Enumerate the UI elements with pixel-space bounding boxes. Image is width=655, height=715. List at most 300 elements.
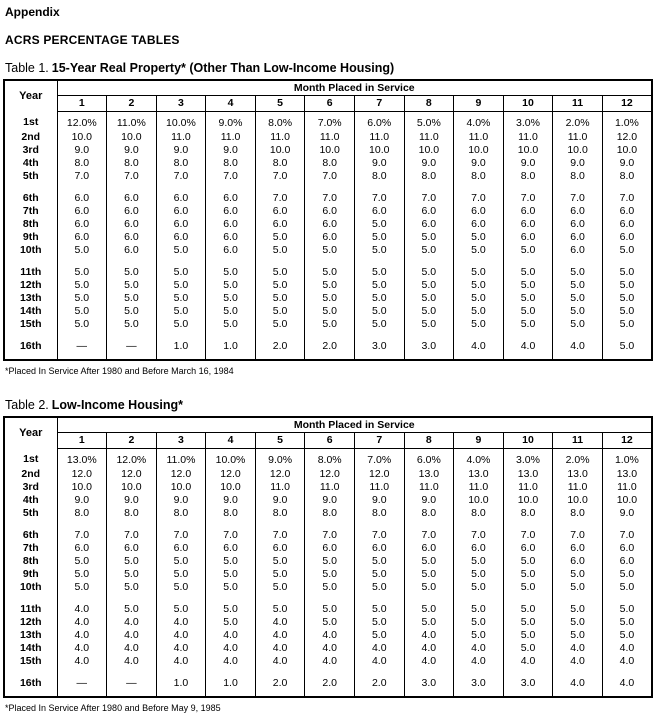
value-cell: 6.0 bbox=[354, 205, 404, 218]
value-cell: 4.0% bbox=[454, 449, 504, 469]
value-cell: 13.0 bbox=[553, 468, 603, 481]
value-cell: 4.0 bbox=[454, 642, 504, 655]
value-cell: 8.0 bbox=[206, 507, 256, 520]
value-cell: 5.0 bbox=[354, 568, 404, 581]
value-cell: 11.0 bbox=[553, 131, 603, 144]
value-cell: 9.0 bbox=[354, 494, 404, 507]
value-cell: 4.0 bbox=[404, 629, 454, 642]
table-row-year-9th bbox=[4, 568, 652, 581]
value-cell: 8.0% bbox=[305, 449, 355, 469]
month-number-row bbox=[4, 96, 652, 112]
value-cell: 2.0 bbox=[305, 677, 355, 690]
value-cell: 11.0 bbox=[354, 481, 404, 494]
value-cell: 10.0 bbox=[255, 144, 305, 157]
value-cell: 6.0 bbox=[305, 205, 355, 218]
year-cell: 11th bbox=[4, 266, 57, 279]
value-cell: 5.0 bbox=[107, 266, 157, 279]
group-spacer bbox=[4, 331, 652, 340]
value-cell: 8.0 bbox=[156, 157, 206, 170]
value-cell: 7.0 bbox=[107, 170, 157, 183]
group-spacer bbox=[4, 183, 652, 192]
value-cell: 10.0 bbox=[57, 131, 107, 144]
value-cell: 6.0 bbox=[206, 542, 256, 555]
month-2-header: 2 bbox=[107, 96, 157, 112]
year-column-header: Year bbox=[4, 80, 57, 112]
value-cell: 4.0 bbox=[57, 603, 107, 616]
value-cell: 6.0 bbox=[553, 231, 603, 244]
year-cell: 16th bbox=[4, 677, 57, 690]
value-cell: 5.0 bbox=[354, 279, 404, 292]
appendix-heading: Appendix bbox=[5, 5, 60, 19]
value-cell: 5.0 bbox=[404, 603, 454, 616]
acrs-table-15-year-real-property bbox=[3, 79, 653, 361]
value-cell: 6.0% bbox=[404, 449, 454, 469]
value-cell: 5.0 bbox=[255, 231, 305, 244]
value-cell: 9.0 bbox=[156, 144, 206, 157]
year-cell: 16th bbox=[4, 340, 57, 353]
value-cell: 5.0 bbox=[107, 305, 157, 318]
value-cell: 10.0% bbox=[156, 112, 206, 132]
table-row-year-14th bbox=[4, 305, 652, 318]
table-row-year-13th bbox=[4, 292, 652, 305]
year-cell: 5th bbox=[4, 507, 57, 520]
value-cell: 7.0 bbox=[354, 529, 404, 542]
value-cell: 6.0 bbox=[107, 192, 157, 205]
value-cell: 5.0 bbox=[57, 581, 107, 594]
value-cell: 5.0 bbox=[305, 266, 355, 279]
value-cell: 11.0 bbox=[255, 481, 305, 494]
value-cell: 5.0 bbox=[305, 279, 355, 292]
value-cell: 6.0 bbox=[57, 218, 107, 231]
value-cell: 11.0% bbox=[107, 112, 157, 132]
value-cell: 5.0 bbox=[107, 555, 157, 568]
value-cell: 9.0% bbox=[206, 112, 256, 132]
value-cell: 1.0 bbox=[156, 340, 206, 353]
value-cell: 10.0 bbox=[553, 144, 603, 157]
value-cell: 4.0 bbox=[206, 642, 256, 655]
value-cell: 6.0 bbox=[553, 205, 603, 218]
value-cell: 4.0 bbox=[107, 616, 157, 629]
value-cell: 5.0 bbox=[553, 616, 603, 629]
value-cell: 5.0 bbox=[305, 568, 355, 581]
value-cell: 5.0 bbox=[404, 318, 454, 331]
value-cell: 7.0 bbox=[553, 192, 603, 205]
month-2-header: 2 bbox=[107, 433, 157, 449]
value-cell: 6.0 bbox=[553, 555, 603, 568]
table-row-year-2nd bbox=[4, 131, 652, 144]
value-cell: 1.0% bbox=[602, 449, 652, 469]
value-cell: 5.0 bbox=[454, 292, 504, 305]
value-cell: 7.0 bbox=[454, 529, 504, 542]
value-cell: 6.0 bbox=[602, 218, 652, 231]
value-cell: 5.0 bbox=[503, 279, 553, 292]
value-cell: 13.0% bbox=[57, 449, 107, 469]
month-5-header: 5 bbox=[255, 96, 305, 112]
value-cell: 2.0 bbox=[305, 340, 355, 353]
value-cell: 4.0 bbox=[206, 655, 256, 668]
value-cell: 4.0 bbox=[602, 677, 652, 690]
value-cell: 5.0 bbox=[602, 279, 652, 292]
value-cell: 6.0 bbox=[156, 542, 206, 555]
value-cell: 7.0 bbox=[503, 192, 553, 205]
value-cell: 3.0% bbox=[503, 449, 553, 469]
value-cell: 5.0 bbox=[305, 292, 355, 305]
value-cell: 5.0 bbox=[503, 568, 553, 581]
month-9-header: 9 bbox=[454, 96, 504, 112]
value-cell: 5.0 bbox=[305, 603, 355, 616]
value-cell: 5.0 bbox=[404, 279, 454, 292]
value-cell: 8.0 bbox=[57, 157, 107, 170]
value-cell: 12.0 bbox=[206, 468, 256, 481]
value-cell: 4.0 bbox=[454, 655, 504, 668]
value-cell: 5.0 bbox=[602, 629, 652, 642]
month-1-header: 1 bbox=[57, 433, 107, 449]
value-cell: 5.0 bbox=[503, 266, 553, 279]
value-cell: 5.0 bbox=[57, 568, 107, 581]
value-cell: 5.0 bbox=[602, 603, 652, 616]
value-cell: 9.0 bbox=[57, 144, 107, 157]
value-cell: 6.0 bbox=[206, 205, 256, 218]
value-cell: 8.0 bbox=[57, 507, 107, 520]
value-cell: 11.0 bbox=[553, 481, 603, 494]
value-cell: 9.0 bbox=[404, 494, 454, 507]
value-cell: 10.0 bbox=[602, 494, 652, 507]
value-cell: 11.0 bbox=[305, 131, 355, 144]
value-cell: 6.0 bbox=[156, 218, 206, 231]
value-cell: 5.0 bbox=[602, 318, 652, 331]
value-cell: 6.0% bbox=[354, 112, 404, 132]
value-cell: 6.0 bbox=[57, 231, 107, 244]
value-cell: 2.0% bbox=[553, 112, 603, 132]
table-row-year-15th bbox=[4, 655, 652, 668]
value-cell: 6.0 bbox=[404, 542, 454, 555]
value-cell: 5.0 bbox=[156, 318, 206, 331]
value-cell: 8.0 bbox=[206, 157, 256, 170]
value-cell: 5.0 bbox=[602, 305, 652, 318]
value-cell: 7.0 bbox=[354, 192, 404, 205]
value-cell: 6.0 bbox=[206, 218, 256, 231]
value-cell: 11.0 bbox=[503, 481, 553, 494]
value-cell: 9.0 bbox=[503, 157, 553, 170]
value-cell: 3.0 bbox=[354, 340, 404, 353]
value-cell: 11.0 bbox=[454, 481, 504, 494]
value-cell: 4.0 bbox=[255, 629, 305, 642]
value-cell: 12.0 bbox=[156, 468, 206, 481]
value-cell: 5.0 bbox=[553, 292, 603, 305]
month-5-header: 5 bbox=[255, 433, 305, 449]
value-cell: 5.0 bbox=[404, 266, 454, 279]
value-cell: 5.0 bbox=[156, 244, 206, 257]
value-cell: 5.0 bbox=[503, 603, 553, 616]
table-row-year-8th bbox=[4, 218, 652, 231]
value-cell: — bbox=[57, 677, 107, 690]
value-cell: 4.0 bbox=[404, 655, 454, 668]
value-cell: 6.0 bbox=[255, 218, 305, 231]
value-cell: 5.0 bbox=[553, 581, 603, 594]
value-cell: 5.0 bbox=[354, 244, 404, 257]
month-6-header: 6 bbox=[305, 433, 355, 449]
value-cell: 2.0 bbox=[255, 340, 305, 353]
value-cell: 10.0 bbox=[602, 144, 652, 157]
value-cell: 5.0 bbox=[454, 266, 504, 279]
value-cell: 9.0 bbox=[305, 494, 355, 507]
value-cell: 9.0 bbox=[57, 494, 107, 507]
year-cell: 2nd bbox=[4, 468, 57, 481]
value-cell: 5.0 bbox=[454, 603, 504, 616]
value-cell: 4.0 bbox=[255, 642, 305, 655]
value-cell: 5.0 bbox=[602, 292, 652, 305]
table-row-year-14th bbox=[4, 642, 652, 655]
table-row-year-1st bbox=[4, 449, 652, 469]
table-row-year-5th bbox=[4, 170, 652, 183]
group-spacer bbox=[4, 594, 652, 603]
month-8-header: 8 bbox=[404, 96, 454, 112]
table-row-year-10th bbox=[4, 581, 652, 594]
value-cell: 7.0 bbox=[553, 529, 603, 542]
value-cell: 7.0% bbox=[354, 449, 404, 469]
month-1-header: 1 bbox=[57, 96, 107, 112]
value-cell: 9.0 bbox=[602, 157, 652, 170]
value-cell: 6.0 bbox=[255, 205, 305, 218]
year-cell: 13th bbox=[4, 629, 57, 642]
value-cell: 5.0 bbox=[602, 581, 652, 594]
year-cell: 4th bbox=[4, 494, 57, 507]
value-cell: 7.0 bbox=[156, 170, 206, 183]
value-cell: 5.0 bbox=[354, 616, 404, 629]
value-cell: 7.0 bbox=[255, 529, 305, 542]
value-cell: 5.0 bbox=[305, 244, 355, 257]
value-cell: 5.0 bbox=[255, 603, 305, 616]
value-cell: 5.0 bbox=[404, 616, 454, 629]
table-1-footnote: *Placed In Service After 1980 and Before March 16, 1984 bbox=[5, 366, 234, 376]
value-cell: 8.0 bbox=[454, 170, 504, 183]
value-cell: 4.0 bbox=[553, 655, 603, 668]
value-cell: 4.0 bbox=[57, 616, 107, 629]
value-cell: 10.0 bbox=[404, 144, 454, 157]
value-cell: 5.0 bbox=[404, 292, 454, 305]
value-cell: 6.0 bbox=[602, 231, 652, 244]
value-cell: 5.0 bbox=[503, 305, 553, 318]
year-cell: 1st bbox=[4, 449, 57, 469]
value-cell: 5.0 bbox=[454, 568, 504, 581]
year-cell: 10th bbox=[4, 581, 57, 594]
table-row-year-12th bbox=[4, 616, 652, 629]
value-cell: 5.0 bbox=[553, 318, 603, 331]
month-9-header: 9 bbox=[454, 433, 504, 449]
acrs-percentage-tables-heading: ACRS PERCENTAGE TABLES bbox=[5, 33, 180, 47]
value-cell: 10.0 bbox=[305, 144, 355, 157]
value-cell: 9.0 bbox=[454, 157, 504, 170]
year-cell: 11th bbox=[4, 603, 57, 616]
value-cell: 6.0 bbox=[553, 218, 603, 231]
table-row-year-16th bbox=[4, 340, 652, 353]
value-cell: 5.0 bbox=[57, 555, 107, 568]
value-cell: 10.0 bbox=[57, 481, 107, 494]
value-cell: 4.0 bbox=[454, 340, 504, 353]
value-cell: 5.0 bbox=[305, 555, 355, 568]
value-cell: 5.0 bbox=[255, 266, 305, 279]
value-cell: 5.0 bbox=[206, 568, 256, 581]
value-cell: 13.0 bbox=[454, 468, 504, 481]
value-cell: 8.0 bbox=[404, 170, 454, 183]
value-cell: 6.0 bbox=[305, 231, 355, 244]
month-12-header: 12 bbox=[602, 433, 652, 449]
value-cell: 11.0 bbox=[503, 131, 553, 144]
value-cell: 7.0 bbox=[57, 529, 107, 542]
table-header-row bbox=[4, 417, 652, 433]
value-cell: 11.0 bbox=[354, 131, 404, 144]
value-cell: 5.0 bbox=[57, 266, 107, 279]
value-cell: 5.0 bbox=[354, 555, 404, 568]
value-cell: 2.0% bbox=[553, 449, 603, 469]
month-8-header: 8 bbox=[404, 433, 454, 449]
table-row-year-11th bbox=[4, 266, 652, 279]
value-cell: 10.0 bbox=[503, 494, 553, 507]
value-cell: 3.0 bbox=[503, 677, 553, 690]
value-cell: 4.0 bbox=[305, 642, 355, 655]
value-cell: 13.0 bbox=[404, 468, 454, 481]
value-cell: 5.0 bbox=[553, 629, 603, 642]
year-cell: 12th bbox=[4, 279, 57, 292]
year-cell: 9th bbox=[4, 568, 57, 581]
value-cell: 7.0 bbox=[206, 529, 256, 542]
value-cell: 5.0 bbox=[404, 231, 454, 244]
year-cell: 15th bbox=[4, 318, 57, 331]
value-cell: 4.0 bbox=[255, 655, 305, 668]
value-cell: 10.0 bbox=[107, 481, 157, 494]
value-cell: 7.0 bbox=[107, 529, 157, 542]
value-cell: 5.0 bbox=[305, 305, 355, 318]
value-cell: 5.0 bbox=[503, 642, 553, 655]
value-cell: 5.0 bbox=[404, 555, 454, 568]
value-cell: 8.0 bbox=[305, 507, 355, 520]
value-cell: 5.0 bbox=[255, 568, 305, 581]
value-cell: 4.0 bbox=[206, 629, 256, 642]
value-cell: 7.0 bbox=[305, 529, 355, 542]
value-cell: 6.0 bbox=[206, 244, 256, 257]
month-placed-in-service-header: Month Placed in Service bbox=[57, 417, 652, 433]
value-cell: 6.0 bbox=[156, 231, 206, 244]
value-cell: 5.0 bbox=[454, 305, 504, 318]
value-cell: 3.0 bbox=[404, 677, 454, 690]
month-placed-in-service-header: Month Placed in Service bbox=[57, 80, 652, 96]
value-cell: 11.0 bbox=[454, 131, 504, 144]
value-cell: 4.0 bbox=[107, 655, 157, 668]
value-cell: — bbox=[107, 340, 157, 353]
value-cell: 12.0 bbox=[602, 131, 652, 144]
value-cell: 12.0 bbox=[354, 468, 404, 481]
value-cell: 5.0 bbox=[255, 279, 305, 292]
value-cell: — bbox=[57, 340, 107, 353]
value-cell: 5.0 bbox=[454, 244, 504, 257]
value-cell: 11.0 bbox=[602, 481, 652, 494]
value-cell: 9.0 bbox=[404, 157, 454, 170]
value-cell: 5.0 bbox=[503, 616, 553, 629]
acrs-table-low-income-housing bbox=[3, 416, 653, 698]
value-cell: 8.0 bbox=[354, 507, 404, 520]
value-cell: 9.0 bbox=[602, 507, 652, 520]
value-cell: 5.0 bbox=[156, 568, 206, 581]
value-cell: 5.0 bbox=[156, 581, 206, 594]
value-cell: 6.0 bbox=[107, 244, 157, 257]
year-cell: 9th bbox=[4, 231, 57, 244]
value-cell: 4.0 bbox=[156, 629, 206, 642]
value-cell: 5.0 bbox=[354, 305, 404, 318]
value-cell: 7.0 bbox=[206, 170, 256, 183]
value-cell: 6.0 bbox=[503, 205, 553, 218]
value-cell: 4.0 bbox=[553, 677, 603, 690]
value-cell: 11.0 bbox=[206, 131, 256, 144]
value-cell: 7.0 bbox=[305, 192, 355, 205]
value-cell: 4.0 bbox=[354, 655, 404, 668]
value-cell: 5.0 bbox=[107, 581, 157, 594]
value-cell: 4.0 bbox=[354, 642, 404, 655]
value-cell: 7.0 bbox=[305, 170, 355, 183]
value-cell: 6.0 bbox=[503, 218, 553, 231]
value-cell: 10.0 bbox=[107, 131, 157, 144]
month-3-header: 3 bbox=[156, 433, 206, 449]
value-cell: 5.0 bbox=[454, 616, 504, 629]
value-cell: 6.0 bbox=[454, 205, 504, 218]
value-cell: 5.0 bbox=[553, 568, 603, 581]
table-1-title bbox=[5, 61, 653, 75]
value-cell: 5.0 bbox=[553, 305, 603, 318]
table-2-footnote: *Placed In Service After 1980 and Before May 9, 1985 bbox=[5, 703, 221, 713]
value-cell: 7.0 bbox=[602, 529, 652, 542]
group-spacer bbox=[4, 353, 652, 360]
value-cell: 7.0 bbox=[503, 529, 553, 542]
month-12-header: 12 bbox=[602, 96, 652, 112]
value-cell: 4.0 bbox=[503, 340, 553, 353]
value-cell: 5.0 bbox=[107, 568, 157, 581]
value-cell: 5.0 bbox=[454, 555, 504, 568]
value-cell: 7.0 bbox=[404, 192, 454, 205]
value-cell: 5.0 bbox=[602, 244, 652, 257]
value-cell: 5.0 bbox=[57, 244, 107, 257]
value-cell: 12.0 bbox=[305, 468, 355, 481]
value-cell: 4.0 bbox=[57, 629, 107, 642]
table-header-row bbox=[4, 80, 652, 96]
value-cell: 5.0 bbox=[404, 305, 454, 318]
value-cell: 6.0 bbox=[602, 542, 652, 555]
table-row-year-2nd bbox=[4, 468, 652, 481]
value-cell: 5.0 bbox=[206, 305, 256, 318]
table-row-year-5th bbox=[4, 507, 652, 520]
value-cell: 3.0 bbox=[404, 340, 454, 353]
value-cell: 6.0 bbox=[553, 244, 603, 257]
value-cell: 9.0 bbox=[354, 157, 404, 170]
year-cell: 4th bbox=[4, 157, 57, 170]
value-cell: 7.0 bbox=[602, 192, 652, 205]
table-row-year-4th bbox=[4, 157, 652, 170]
value-cell: 10.0 bbox=[354, 144, 404, 157]
value-cell: 5.0 bbox=[206, 581, 256, 594]
month-11-header: 11 bbox=[553, 96, 603, 112]
value-cell: 5.0 bbox=[602, 340, 652, 353]
value-cell: 9.0 bbox=[206, 144, 256, 157]
year-cell: 12th bbox=[4, 616, 57, 629]
value-cell: 6.0 bbox=[107, 231, 157, 244]
value-cell: 5.0 bbox=[354, 629, 404, 642]
value-cell: 6.0 bbox=[553, 542, 603, 555]
table-row-year-1st bbox=[4, 112, 652, 132]
value-cell: 9.0 bbox=[553, 157, 603, 170]
value-cell: 5.0 bbox=[255, 292, 305, 305]
value-cell: 4.0% bbox=[454, 112, 504, 132]
value-cell: 4.0 bbox=[57, 655, 107, 668]
month-4-header: 4 bbox=[206, 96, 256, 112]
table-row-year-9th bbox=[4, 231, 652, 244]
